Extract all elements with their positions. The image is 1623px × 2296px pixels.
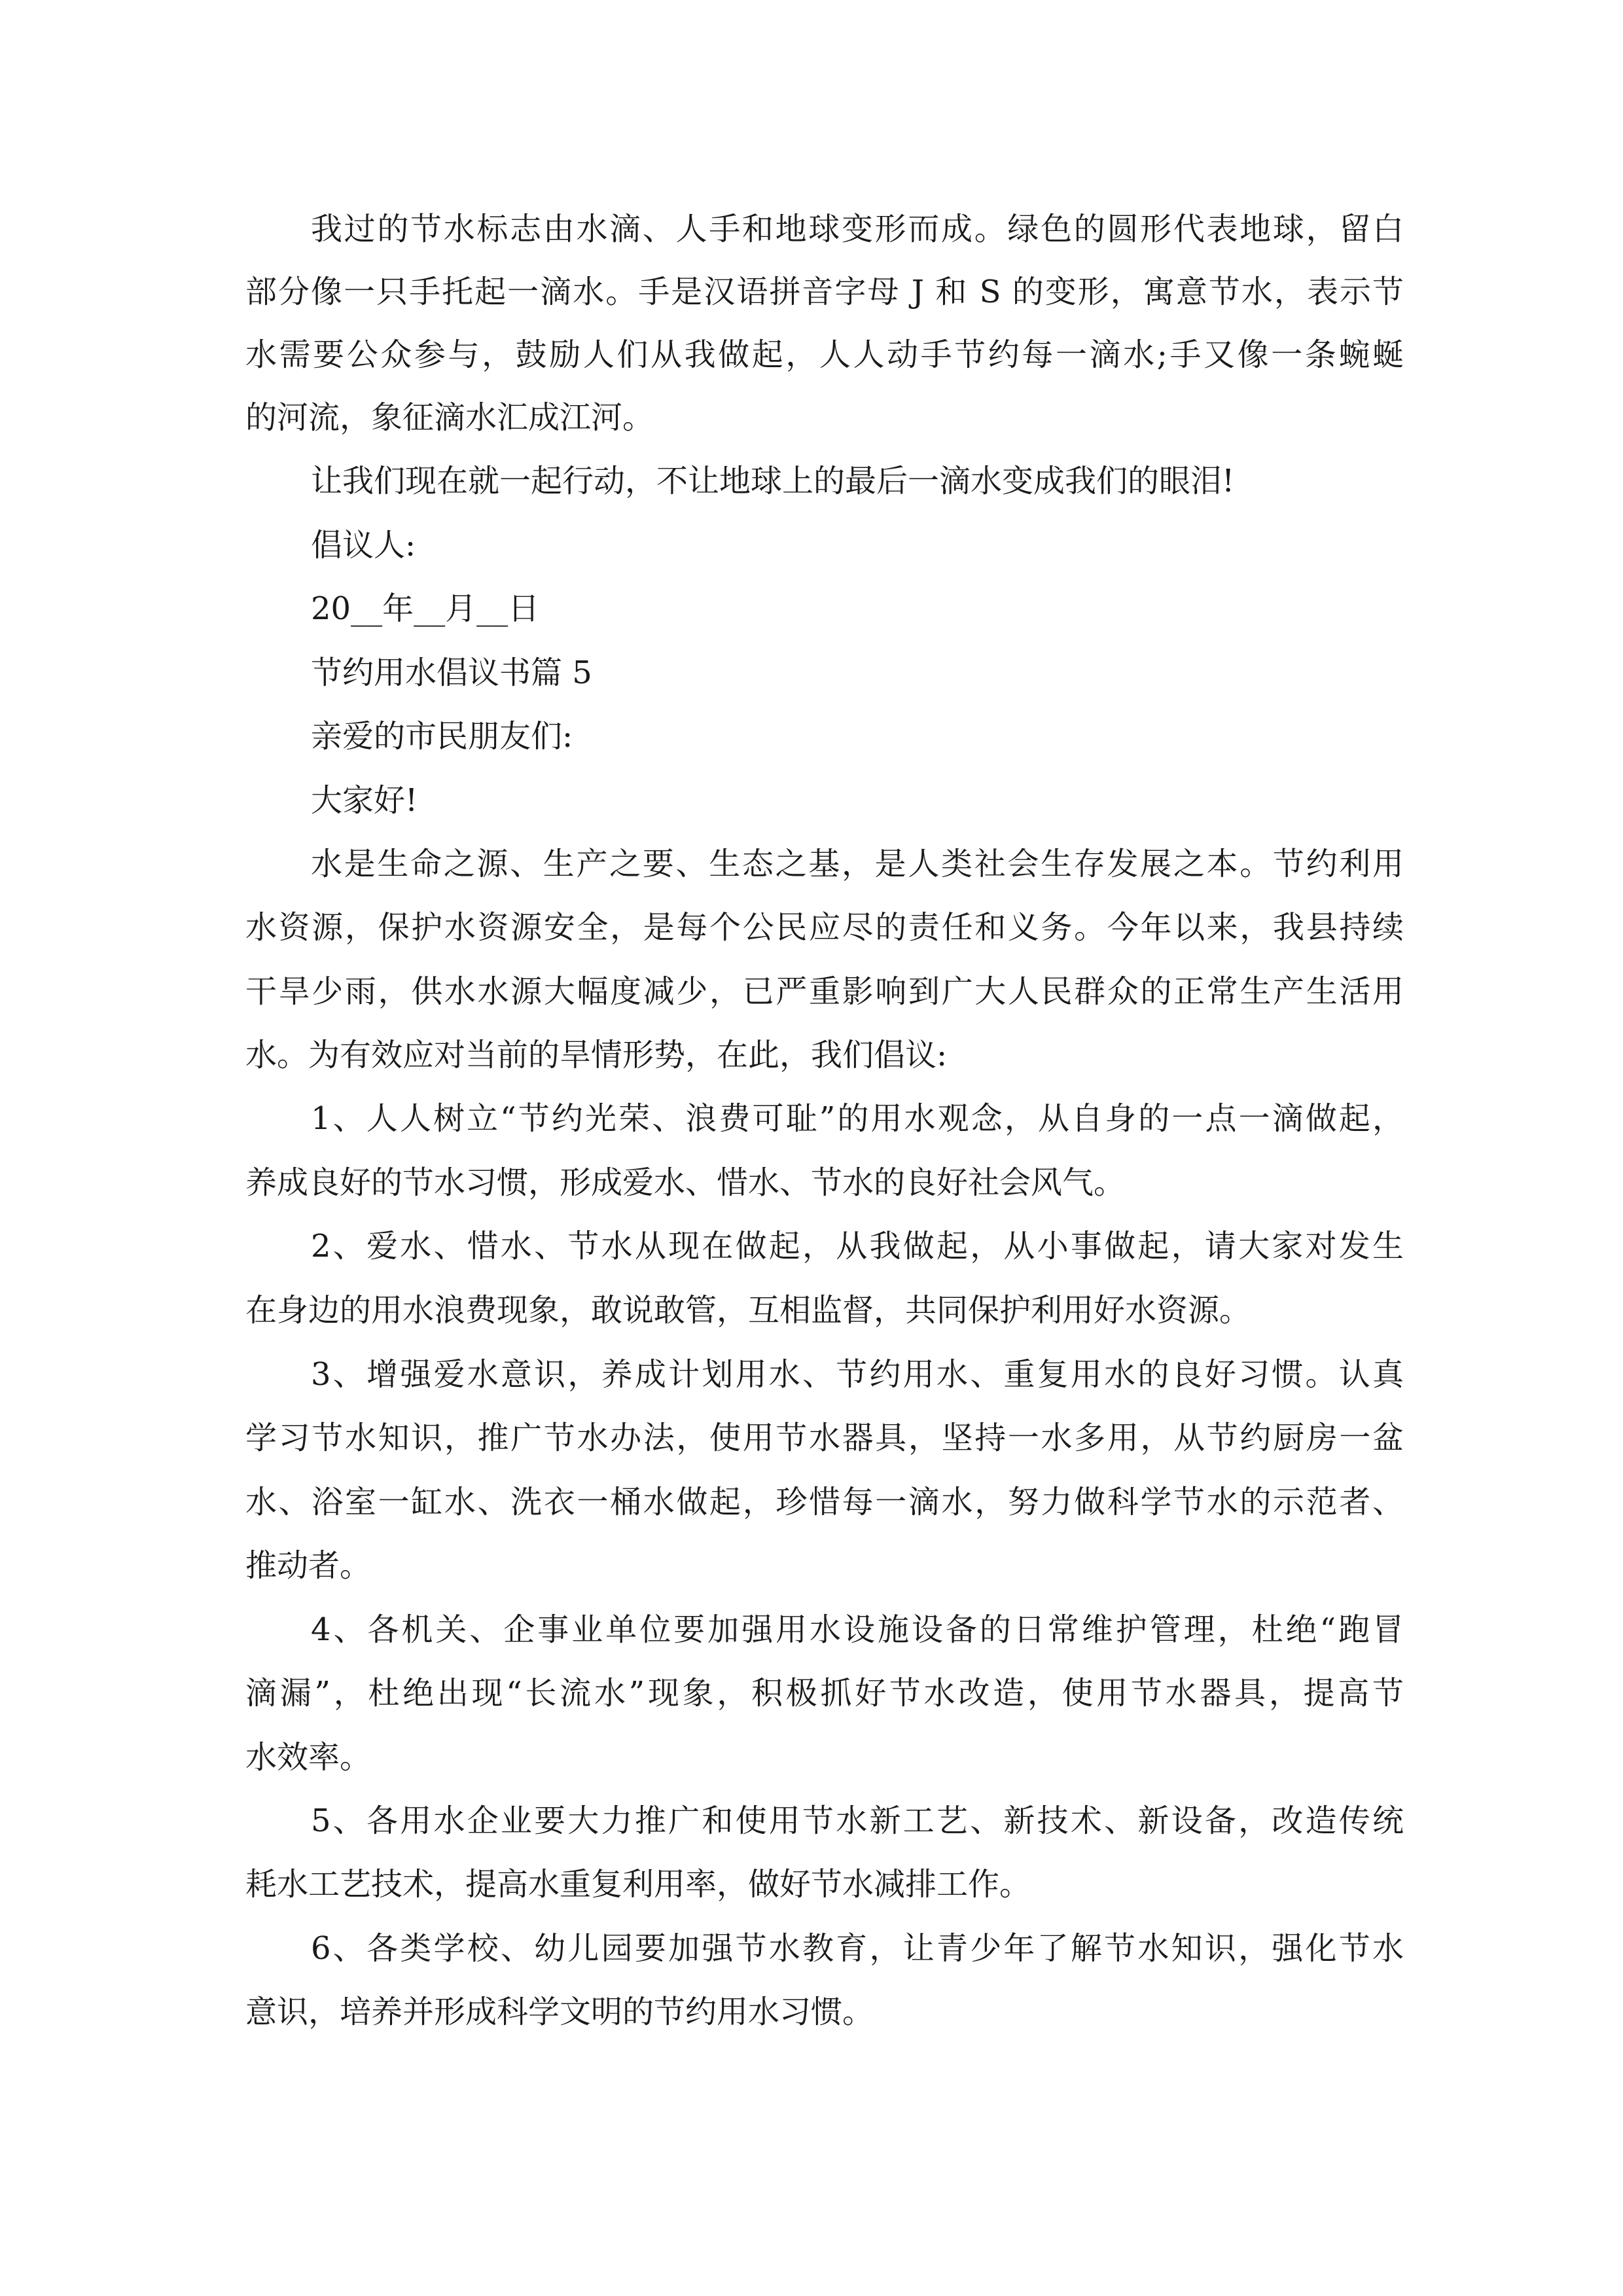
text-line: 在身边的用水浪费现象，敢说敢管，互相监督，共同保护利用好水资源。 [245,1292,1251,1329]
text-line: 水需要公众参与，鼓励人们从我做起，人人动手节约每一滴水;手又像一条蜿蜒 [245,336,1404,373]
date-line: 20__年__月__日 [311,590,540,627]
list-item-5: 5、各用水企业要大力推广和使用节水新工艺、新技术、新设备，改造传统 [311,1803,1404,1839]
text-line: 部分像一只手托起一滴水。手是汉语拼音字母 J 和 S 的变形，寓意节水，表示节 [245,274,1404,310]
text-line: 让我们现在就一起行动，不让地球上的最后一滴水变成我们的眼泪! [311,463,1235,499]
signature-label: 倡议人: [311,527,416,564]
text-line: 我过的节水标志由水滴、人手和地球变形而成。绿色的圆形代表地球，留白 [311,211,1404,247]
text-line: 学习节水知识，推广节水办法，使用节水器具，坚持一水多用，从节约厨房一盆 [245,1420,1404,1456]
salutation: 亲爱的市民朋友们: [311,718,573,755]
text-line: 水、浴室一缸水、洗衣一桶水做起，珍惜每一滴水，努力做科学节水的示范者、 [245,1484,1404,1520]
text-line: 水是生命之源、生产之要、生态之基，是人类社会生存发展之本。节约利用 [311,846,1404,882]
text-line: 推动者。 [245,1547,372,1584]
greeting: 大家好! [311,782,418,819]
list-item-1: 1、人人树立“节约光荣、浪费可耻”的用水观念，从自身的一点一滴做起， [311,1100,1404,1137]
list-item-3: 3、增强爱水意识，养成计划用水、节约用水、重复用水的良好习惯。认真 [311,1356,1404,1393]
list-item-6: 6、各类学校、幼儿园要加强节水教育，让青少年了解节水知识，强化节水 [311,1930,1404,1967]
text-line: 水效率。 [245,1739,372,1776]
section-title: 节约用水倡议书篇 5 [311,655,592,691]
text-line: 水。为有效应对当前的旱情形势，在此，我们倡议: [245,1037,948,1073]
list-item-4: 4、各机关、企事业单位要加强用水设施设备的日常维护管理，杜绝“跑冒 [311,1611,1404,1648]
text-line: 水资源，保护水资源安全，是每个公民应尽的责任和义务。今年以来，我县持续 [245,909,1404,946]
list-item-2: 2、爱水、惜水、节水从现在做起，从我做起，从小事做起，请大家对发生 [311,1228,1404,1265]
text-line: 养成良好的节水习惯，形成爱水、惜水、节水的良好社会风气。 [245,1164,1126,1201]
text-line: 的河流，象征滴水汇成江河。 [245,399,654,436]
text-line: 滴漏”，杜绝出现“长流水”现象，积极抓好节水改造，使用节水器具，提高节 [245,1675,1404,1712]
text-line: 干旱少雨，供水水源大幅度减少，已严重影响到广大人民群众的正常生产生活用 [245,973,1404,1010]
text-line: 耗水工艺技术，提高水重复利用率，做好节水减排工作。 [245,1866,1031,1903]
text-line: 意识，培养并形成科学文明的节约用水习惯。 [245,1994,874,2030]
